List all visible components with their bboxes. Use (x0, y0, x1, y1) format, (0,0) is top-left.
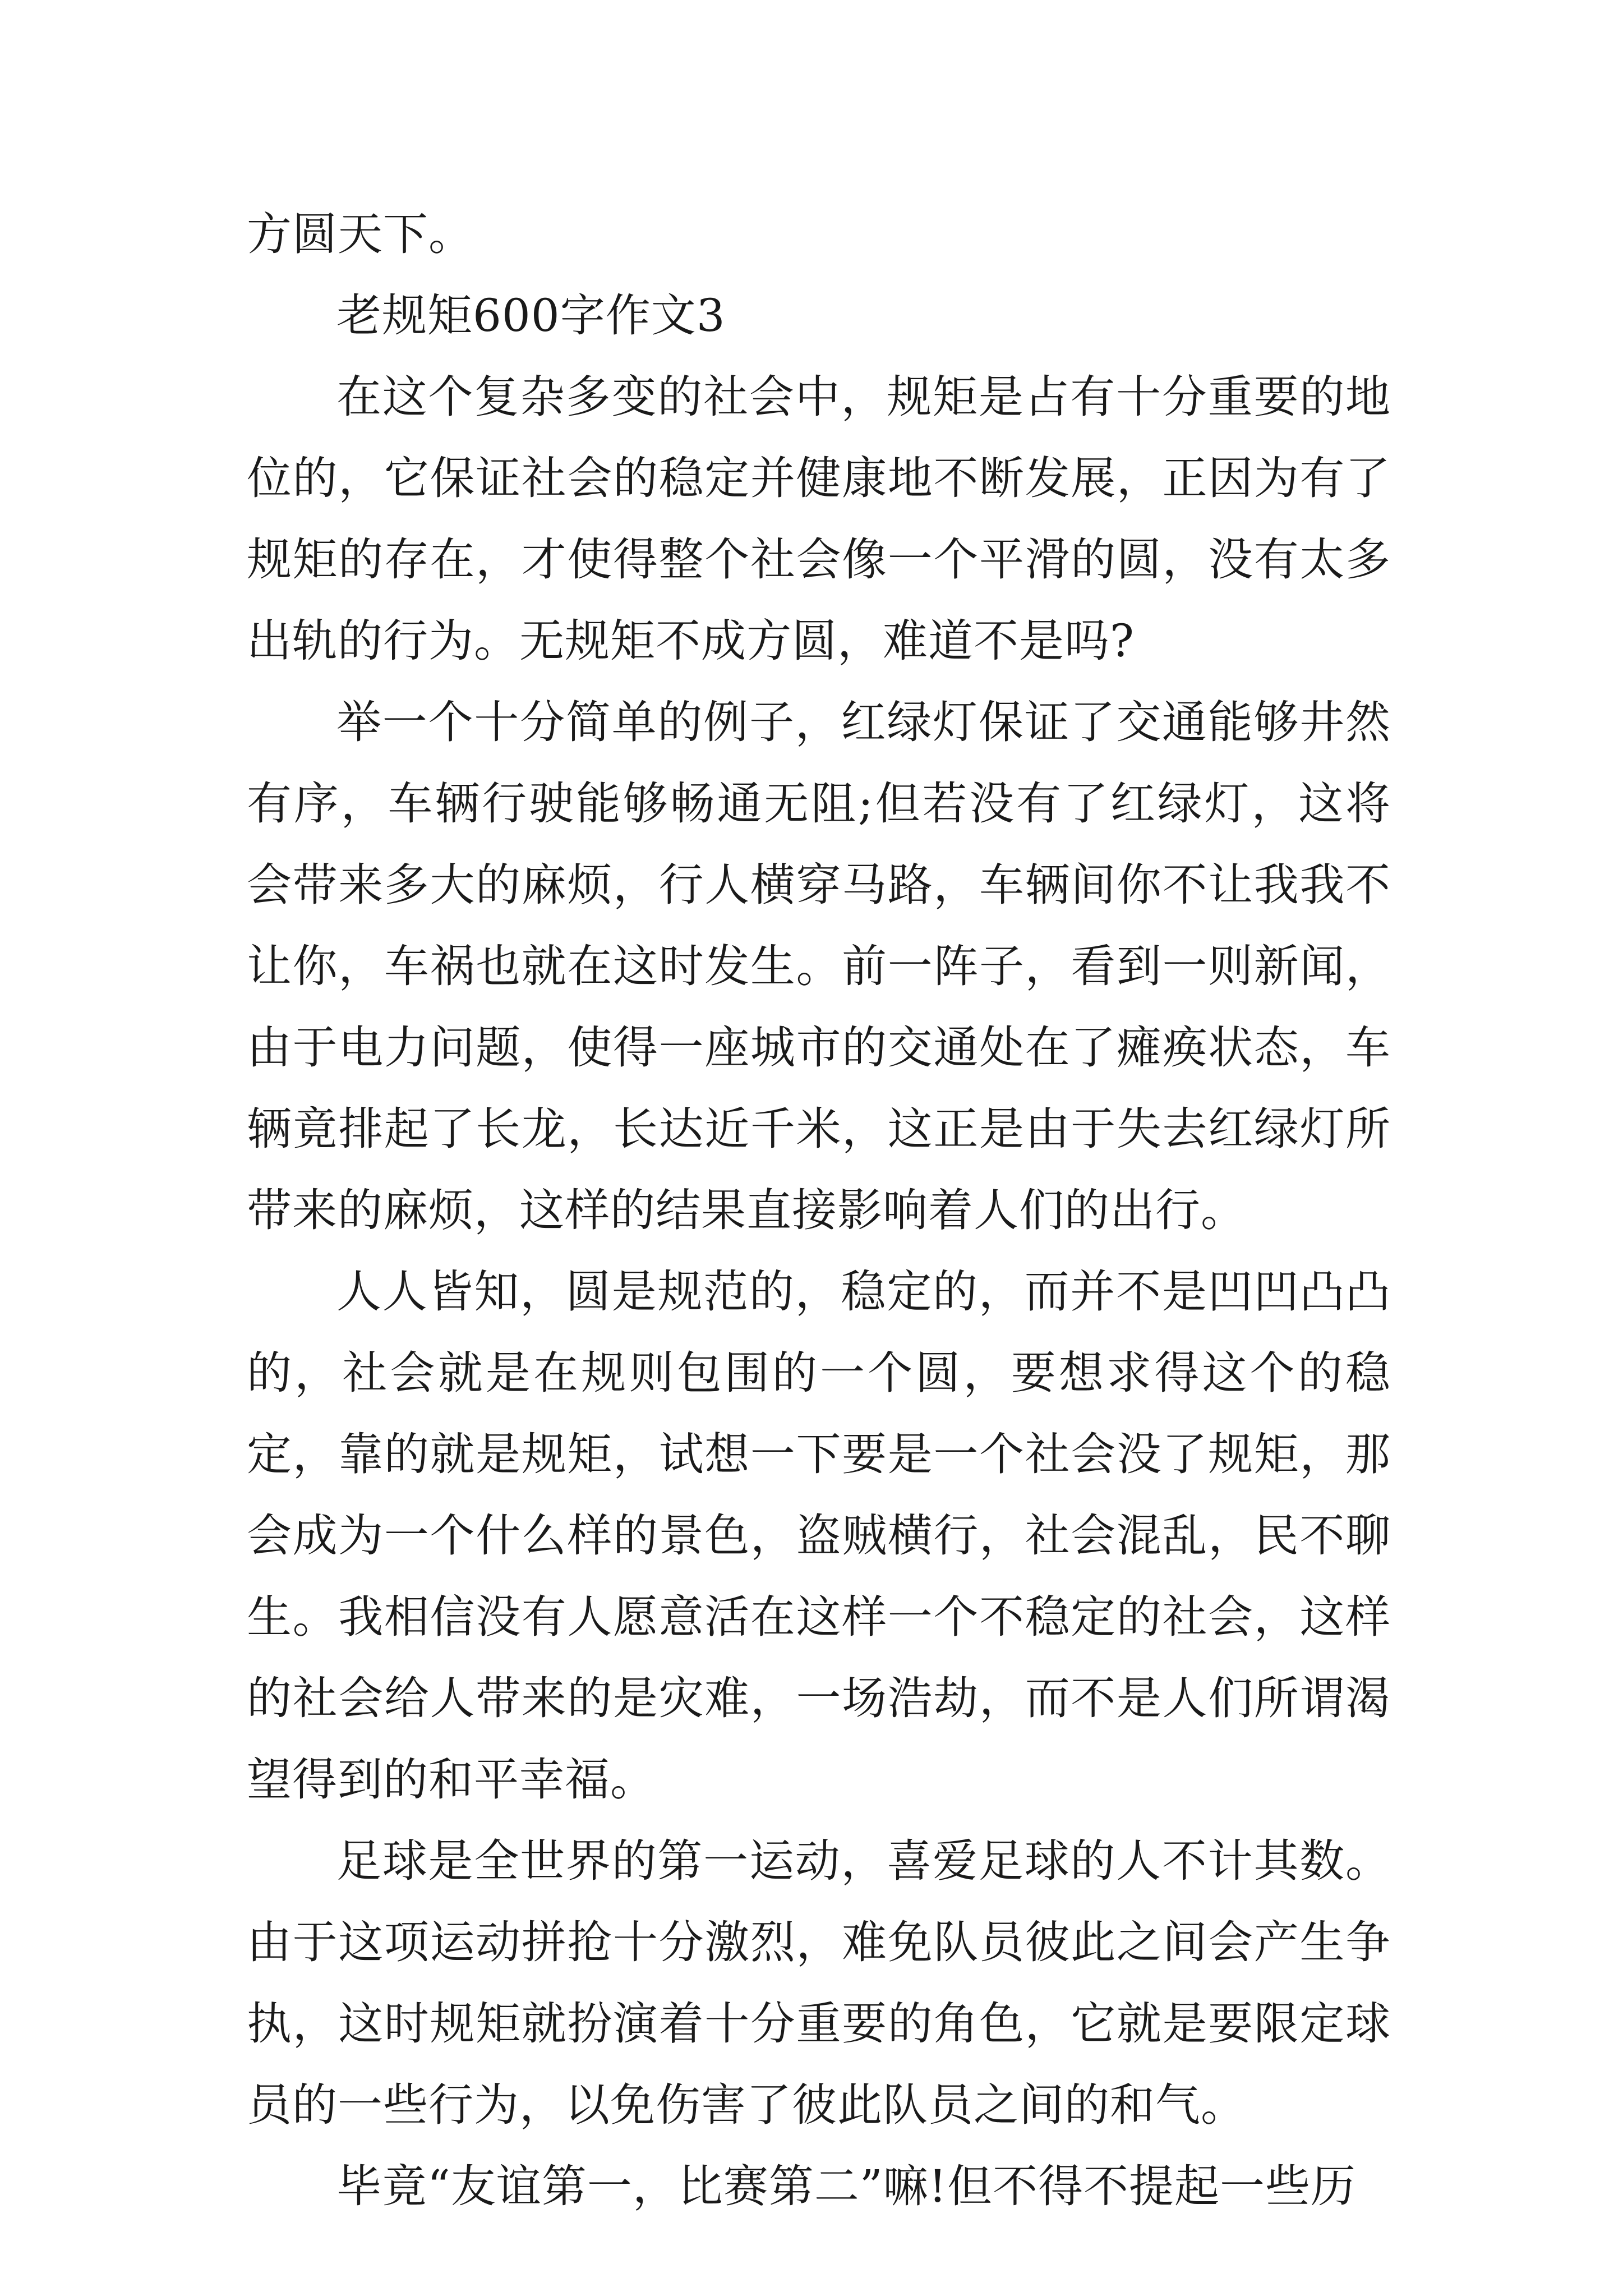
paragraph-2: 举一个十分简单的例子，红绿灯保证了交通能够井然有序，车辆行驶能够畅通无阻;但若没有了红绿灯，这将会带来多大的麻烦，行人横穿马路，车辆间你不让我我不让你，车祸也就在这时发生。前一阵子，看到一则新闻，由于电力问题，使得一座城市的交通处在了瘫痪状态，车辆竟排起了长龙，长达近千米，这正是由于失去红绿灯所带来的麻烦，这样的结果直接影响着人们的出行。 (247, 696, 1391, 1236)
essay-heading: 老规矩600字作文3 (336, 289, 726, 342)
paragraph-1: 在这个复杂多变的社会中，规矩是占有十分重要的地位的，它保证社会的稳定并健康地不断发展，正因为有了规矩的存在，才使得整个社会像一个平滑的圆，没有太多出轨的行为。无规矩不成方圆，难道不是吗? (247, 371, 1391, 667)
continuation-paragraph: 方圆天下。 (247, 208, 474, 260)
paragraph-5: 毕竟“友谊第一，比赛第二”嘛!但不得不提起一些历 (336, 2160, 1356, 2212)
paragraph-3: 人人皆知，圆是规范的，稳定的，而并不是凹凹凸凸的，社会就是在规则包围的一个圆，要想求得这个的稳定，靠的就是规矩，试想一下要是一个社会没了规矩，那会成为一个什么样的景色，盗贼横行，社会混乱，民不聊生。我相信没有人愿意活在这样一个不稳定的社会，这样的社会给人带来的是灾难，一场浩劫，而不是人们所谓渴望得到的和平幸福。 (247, 1266, 1391, 1806)
document-body (247, 194, 1391, 2227)
paragraph-4: 足球是全世界的第一运动，喜爱足球的人不计其数。由于这项运动拼抢十分激烈，难免队员彼此之间会产生争执，这时规矩就扮演着十分重要的角色，它就是要限定球员的一些行为，以免伤害了彼此队员之间的和气。 (247, 1835, 1391, 2131)
